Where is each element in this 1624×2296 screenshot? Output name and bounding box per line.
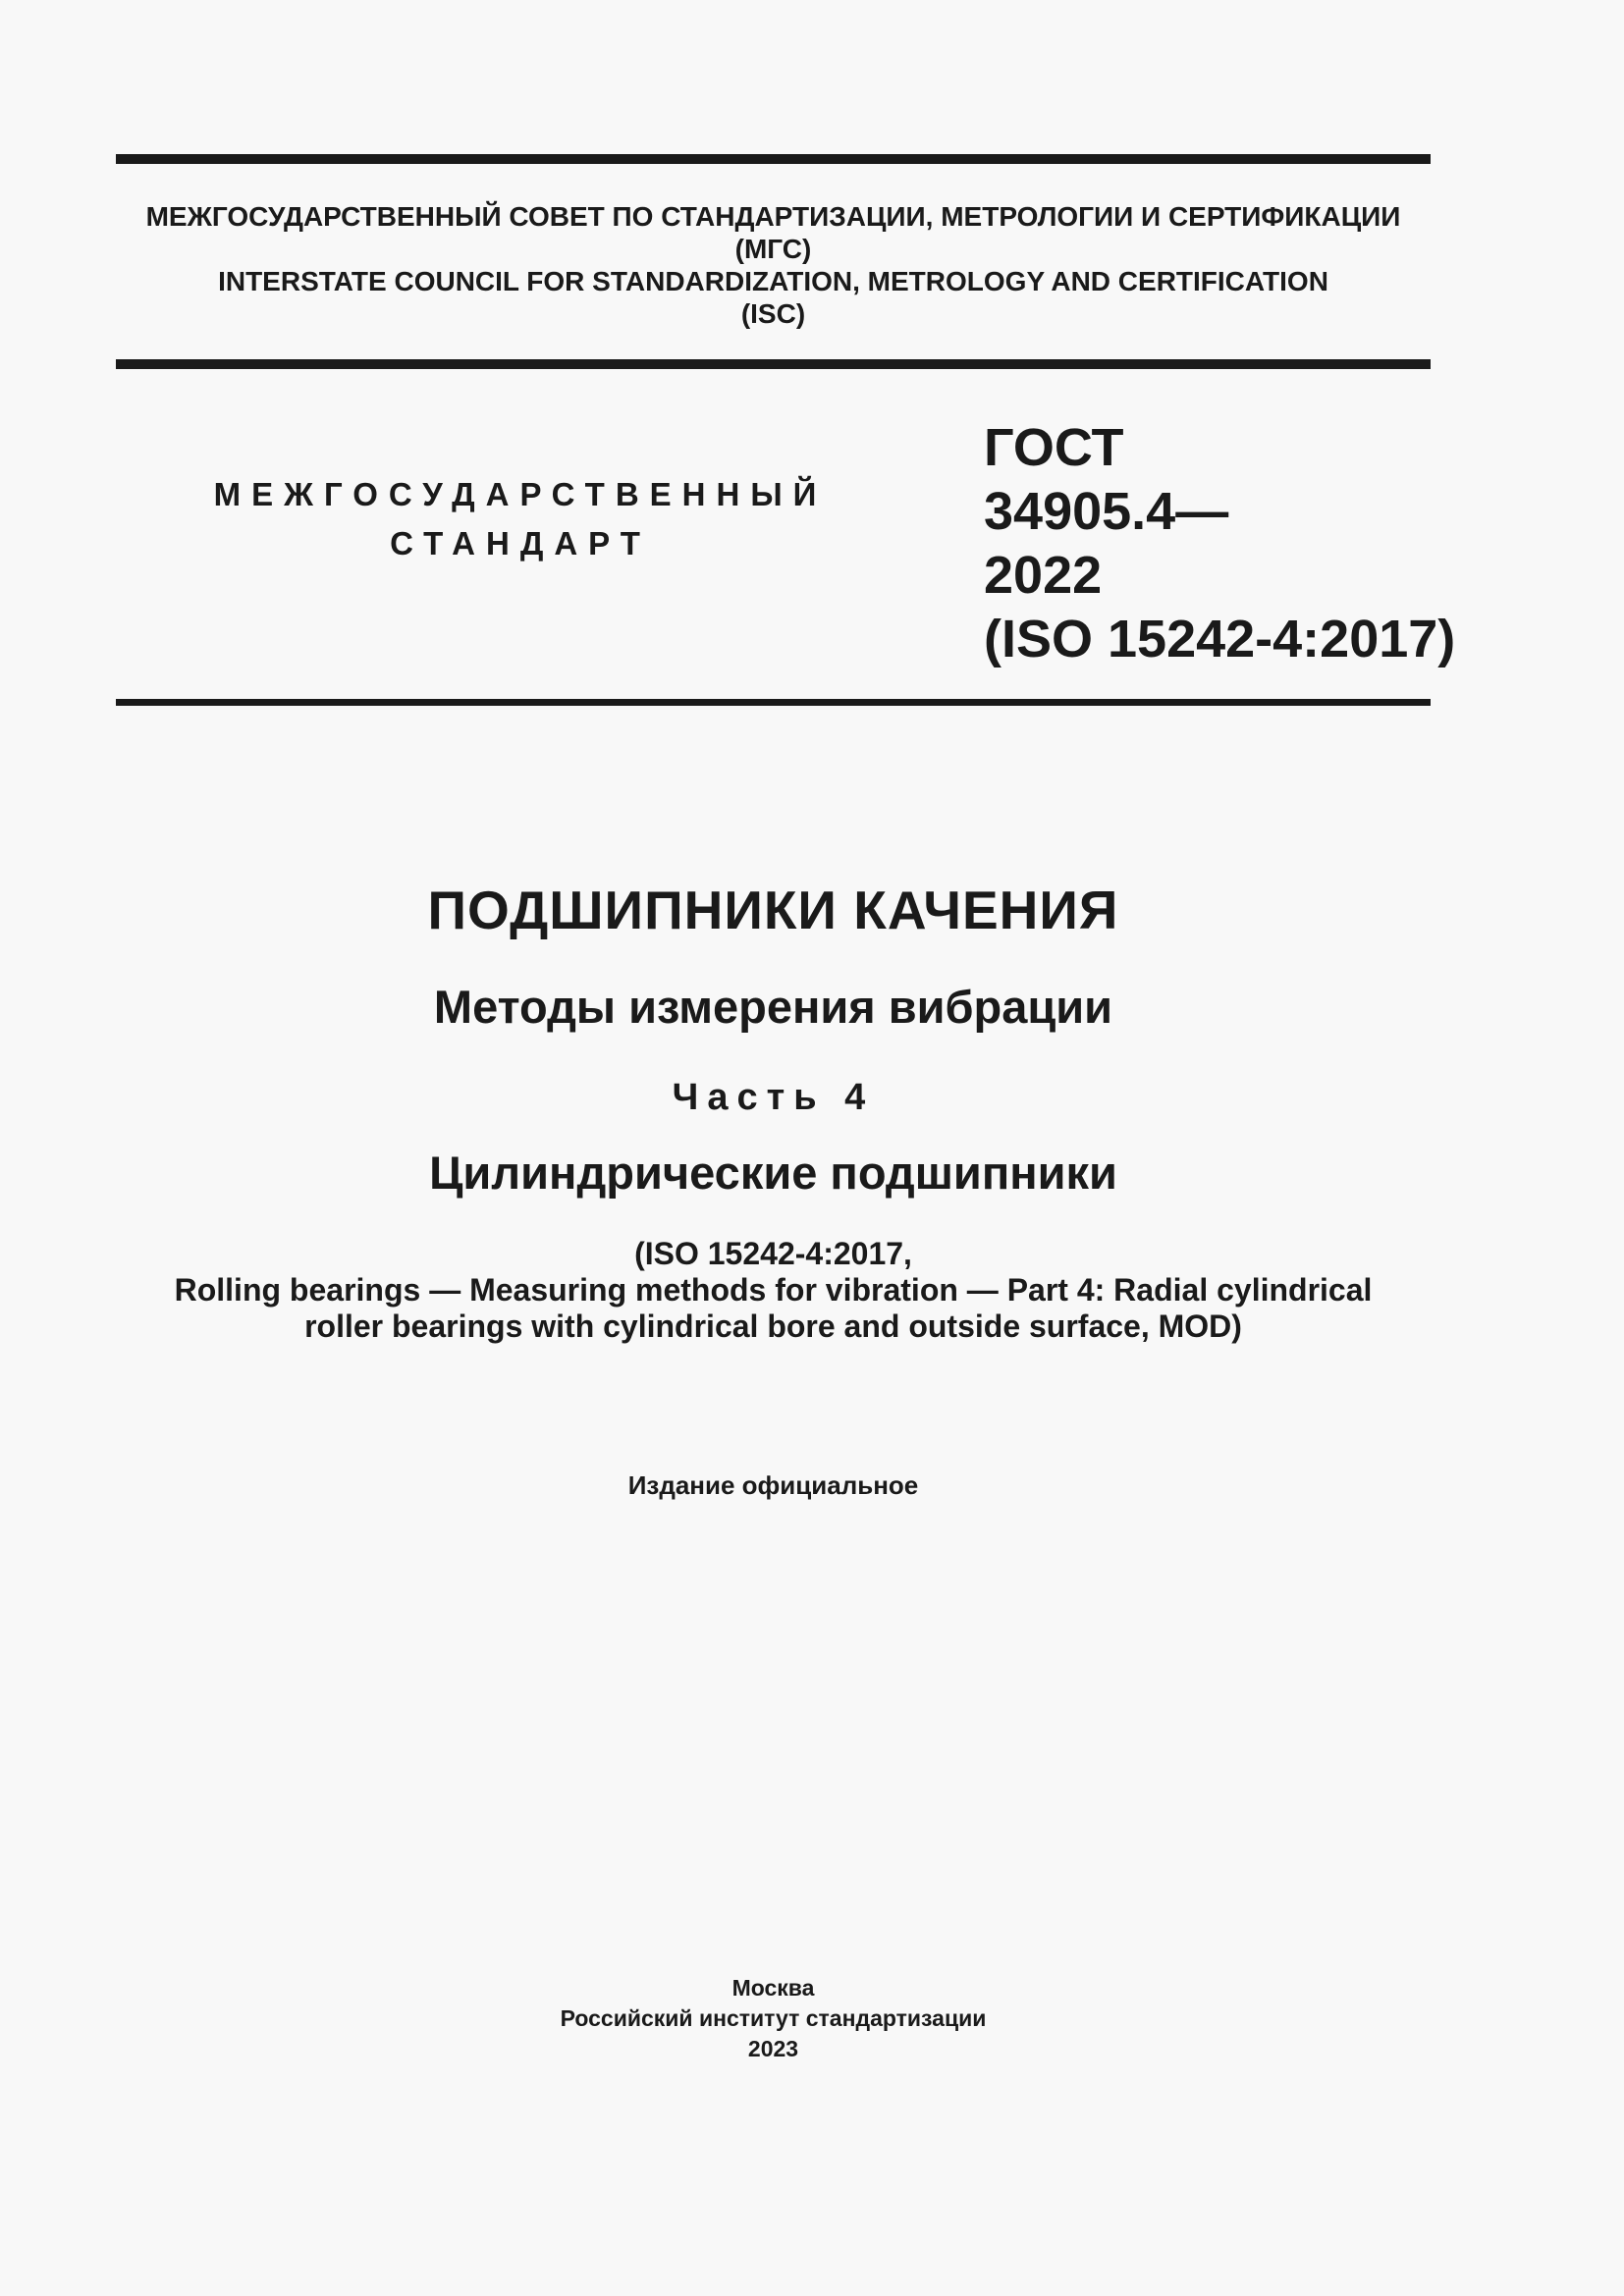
standard-id-line4: (ISO 15242-4:2017)	[984, 610, 1456, 668]
standard-id-line2: 34905.4—	[984, 482, 1229, 541]
document-title: ПОДШИПНИКИ КАЧЕНИЯ	[427, 880, 1119, 940]
publisher-year: 2023	[747, 2036, 799, 2061]
council-name-en: INTERSTATE COUNCIL FOR STANDARDIZATION, METROLOGY AND CERTIFICATION	[218, 266, 1328, 296]
part-title: Цилиндрические подшипники	[429, 1147, 1117, 1199]
part-number: Часть 4	[672, 1077, 875, 1118]
council-header	[116, 200, 1431, 330]
council-abbr-en: (ISC)	[740, 298, 806, 329]
iso-reference	[116, 1236, 1431, 1345]
standard-kind-line1: МЕЖГОСУДАРСТВЕННЫЙ	[213, 476, 828, 512]
header-bottom-rule	[116, 359, 1431, 369]
iso-reference-line2: Rolling bearings — Measuring methods for vibration — Part 4: Radial cylindrical	[174, 1272, 1373, 1308]
standard-id-line3: 2022	[984, 546, 1103, 605]
council-abbr-ru: (МГС)	[734, 234, 812, 264]
designation-bottom-rule	[116, 699, 1431, 706]
council-name-ru: МЕЖГОСУДАРСТВЕННЫЙ СОВЕТ ПО СТАНДАРТИЗАЦИИ, МЕТРОЛОГИИ И СЕРТИФИКАЦИИ	[145, 201, 1401, 232]
top-rule	[116, 154, 1431, 164]
standard-designation	[984, 416, 1455, 671]
standard-id-line1: ГОСТ	[984, 418, 1124, 477]
standard-kind	[177, 470, 864, 568]
publisher-name: Российский институт стандартизации	[560, 2005, 987, 2031]
iso-reference-line1: (ISO 15242-4:2017,	[634, 1236, 912, 1271]
iso-reference-line3: roller bearings with cylindrical bore and outside surface, MOD)	[304, 1308, 1242, 1344]
document-subtitle: Методы измерения вибрации	[433, 981, 1113, 1033]
publisher-block	[116, 1973, 1431, 2064]
edition-label: Издание официальное	[627, 1470, 919, 1500]
publisher-city: Москва	[731, 1975, 815, 2001]
standard-kind-line2: СТАНДАРТ	[390, 525, 651, 561]
